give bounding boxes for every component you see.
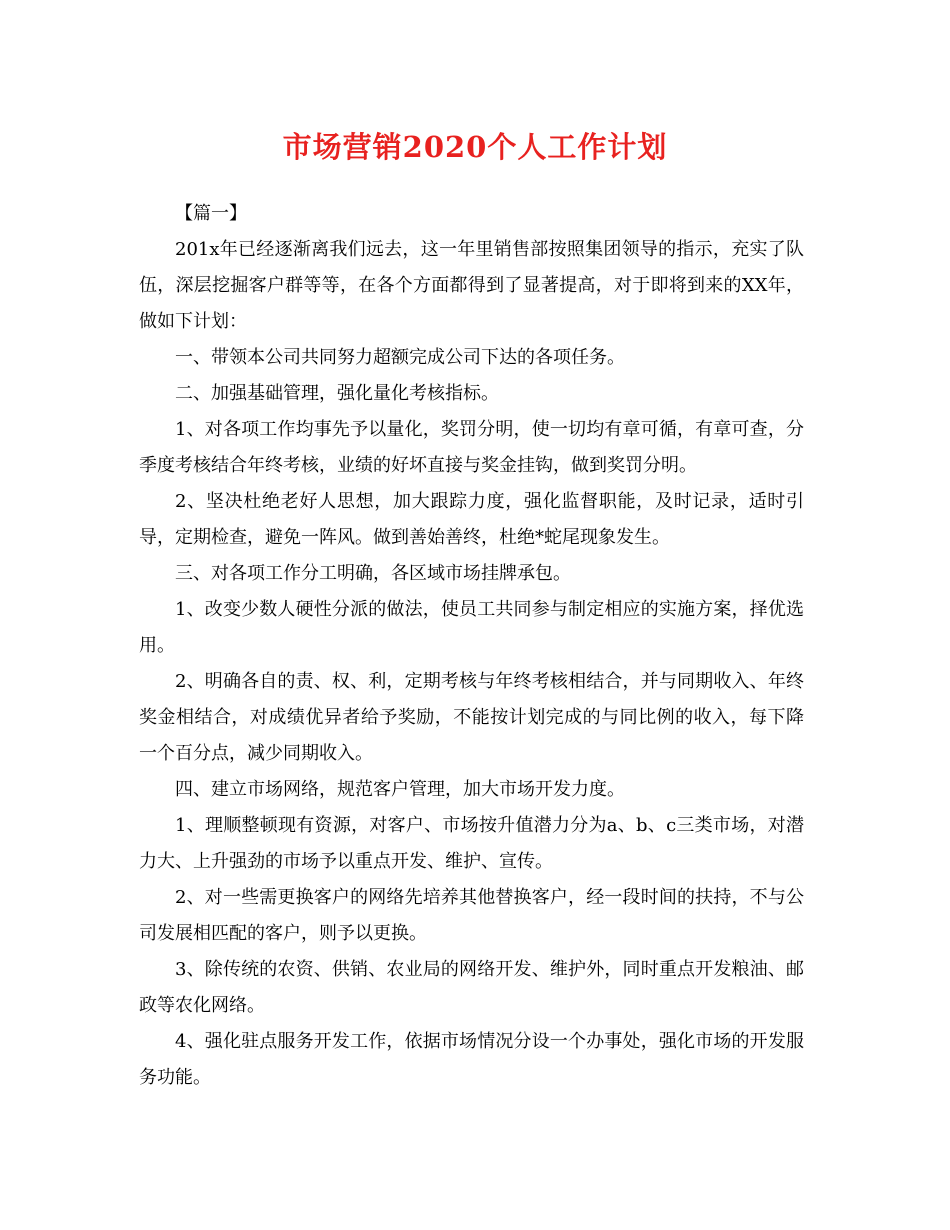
- document-body: [139, 196, 804, 1096]
- section-heading: 【篇一】: [175, 203, 247, 224]
- paragraph: 二、加强基础管理，强化量化考核指标。: [175, 383, 499, 404]
- paragraph: 2、对一些需更换客户的网络先培养其他替换客户，经一段时间的扶持，不与公司发展相匹配的客户，则予以更换。: [139, 887, 804, 944]
- paragraph: 四、建立市场网络，规范客户管理，加大市场开发力度。: [175, 779, 625, 800]
- paragraph: 2、坚决杜绝老好人思想，加大跟踪力度，强化监督职能，及时记录，适时引导，定期检查，避免一阵风。做到善始善终，杜绝*蛇尾现象发生。: [139, 491, 804, 548]
- paragraph: 2、明确各自的责、权、利，定期考核与年终考核相结合，并与同期收入、年终奖金相结合，对成绩优异者给予奖励，不能按计划完成的与同比例的收入，每下降一个百分点，减少同期收入。: [139, 671, 804, 764]
- paragraph: 1、改变少数人硬性分派的做法，使员工共同参与制定相应的实施方案，择优选用。: [139, 599, 804, 656]
- paragraph: 1、理顺整顿现有资源，对客户、市场按升值潜力分为a、b、c三类市场，对潜力大、上升强劲的市场予以重点开发、维护、宣传。: [139, 815, 804, 872]
- paragraph: 201x年已经逐渐离我们远去，这一年里销售部按照集团领导的指示，充实了队伍，深层挖掘客户群等等，在各个方面都得到了显著提高，对于即将到来的XX年，做如下计划：: [139, 239, 804, 332]
- paragraph: 三、对各项工作分工明确，各区域市场挂牌承包。: [175, 563, 571, 584]
- paragraph: 一、带领本公司共同努力超额完成公司下达的各项任务。: [175, 347, 625, 368]
- paragraph: 1、对各项工作均事先予以量化，奖罚分明，使一切均有章可循，有章可查，分季度考核结合年终考核，业绩的好坏直接与奖金挂钩，做到奖罚分明。: [139, 419, 804, 476]
- document-title: 市场营销2020个人工作计划: [282, 130, 668, 164]
- paragraph: 4、强化驻点服务开发工作，依据市场情况分设一个办事处，强化市场的开发服务功能。: [139, 1031, 804, 1088]
- paragraph: 3、除传统的农资、供销、农业局的网络开发、维护外，同时重点开发粮油、邮政等农化网络。: [139, 959, 804, 1016]
